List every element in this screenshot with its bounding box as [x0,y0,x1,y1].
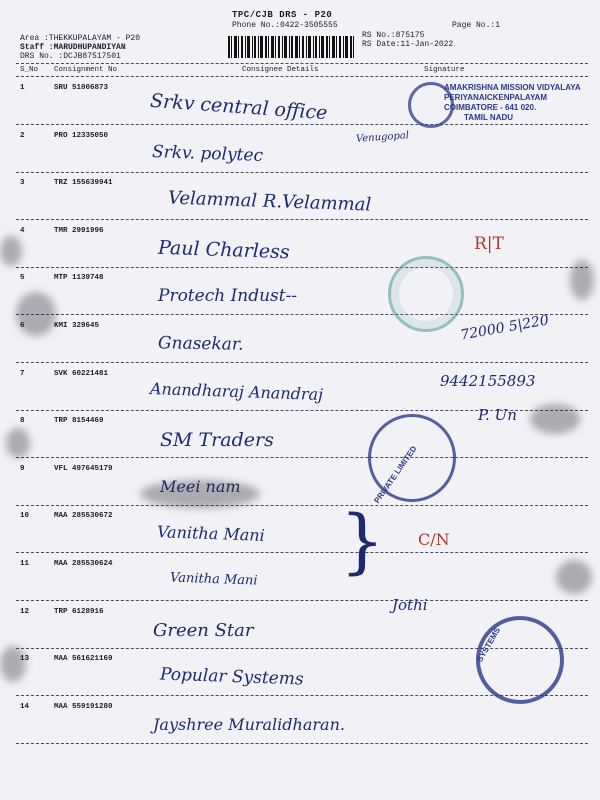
row-sno: 11 [20,560,30,568]
phone-annotation-row-7: 9442155893 [440,372,536,390]
smudge [0,646,26,682]
row-sno: 2 [20,131,25,140]
row-consignee-handwritten: Popular Systems [159,664,304,690]
row-consignee-handwritten: Anandharaj Anandraj [149,378,324,404]
row-consignee-handwritten: SM Traders [160,429,274,452]
systems-circle-stamp [476,616,564,704]
teal-circle-stamp [388,256,464,332]
row-divider [16,124,588,125]
row-divider [16,362,588,363]
row-consignee-handwritten: Paul Charless [157,236,290,264]
sheet-header [232,10,338,30]
row-sno: 9 [20,464,25,473]
smudge [16,292,56,336]
row-consignment-no: MAA 559191280 [54,702,113,711]
signature-row-8: P. Un [478,406,517,424]
smudge [570,260,594,300]
mission-stamp-text: AMAKRISHNA MISSION VIDYALAYA PERIYANAICKENPALAYAM COIMBATORE - 641 020. TAMIL NADU [444,83,581,122]
rj-annotation: R|T [474,234,504,254]
row-consignee-handwritten: Srkv central office [149,89,329,125]
row-divider [16,600,588,601]
row-divider [16,505,588,506]
row-divider [16,457,588,458]
column-header-signature: Signature [424,66,465,74]
row-divider [16,314,588,315]
row-divider [16,219,588,220]
header-divider-top [16,63,588,64]
row-consignment-no: MAA 285530672 [54,512,113,521]
row-consignee-handwritten: Vanitha Mani [156,522,266,546]
row-consignee-handwritten: Meei nam [160,476,241,496]
row-sno: 8 [20,417,25,426]
systems-stamp-text: SYSTEMS [475,625,503,664]
smudge [530,404,580,434]
rs-number-field: RS No.:875175 [362,31,425,40]
header-divider-bottom [16,76,588,77]
row-divider [16,743,588,744]
row-consignee-handwritten: Protech Indust-- [158,286,298,307]
row-sno: 14 [20,702,30,711]
smudge [556,560,592,594]
row-consignment-no: TRP 6128916 [54,607,104,616]
column-header-consignee: Consignee Details [242,66,319,74]
row-consignment-no: MAA 285530624 [54,560,113,568]
row-consignment-no: MAA 561621169 [54,655,113,664]
column-header-consignment: Consignment No [54,66,118,74]
company-stamp-text: PRIVATE LIMITED [372,444,419,506]
row-consignment-no: TMR 2991996 [54,226,104,235]
smudge [6,428,30,458]
row-consignment-no: PRO 12335050 [54,131,109,140]
row-divider [16,552,588,553]
row-consignee-handwritten: Jayshree Muralidharan. [153,714,345,734]
signature-row-2: Venugopal [355,130,410,145]
row-consignment-no: TRP 8154469 [54,417,104,426]
barcode [228,36,354,58]
row-divider [16,172,588,173]
row-consignment-no: SRU 51006873 [54,84,109,92]
brace-mark: } [340,500,385,582]
row-sno: 13 [20,655,30,664]
row-sno: 3 [20,179,25,188]
area-field: Area :THEKKUPALAYAM - P20 [20,34,141,43]
row-consignee-handwritten: Gnasekar. [157,333,244,355]
row-sno: 5 [20,274,25,283]
row-consignment-no: VFL 497645179 [54,464,113,473]
row-sno: 7 [20,369,25,378]
cn-annotation: C/N [418,530,450,549]
row-consignment-no: KMI 329645 [54,322,100,330]
row-consignment-no: MTP 1139748 [54,274,104,283]
row-consignment-no: SVK 60221481 [54,369,109,378]
column-header-sno: S_No [20,66,39,74]
sheet-title: TPC/CJB DRS - P20 [232,10,333,20]
drs-number-field: DRS No. :DCJB87517501 [20,52,121,61]
phone-number: Phone No.:0422-3505555 [232,21,338,30]
row-sno: 1 [20,84,25,92]
row-consignee-handwritten: Srkv. polytec [151,141,264,166]
staff-field: Staff :MARUDHUPANDIYAN [20,43,126,52]
row-consignee-handwritten: Green Star [153,619,254,641]
sheet-meta-left [20,34,140,61]
smudge [0,236,22,266]
row-sno: 12 [20,607,30,616]
rs-date-field: RS Date:11-Jan-2022 [362,40,454,49]
signature-row-12: Jothi [392,596,428,614]
row-consignee-handwritten: Vanitha Mani [169,570,258,589]
row-sno: 6 [20,322,25,330]
row-sno: 4 [20,226,25,235]
sheet-meta-right [362,31,453,49]
row-consignee-handwritten: Velammal R.Velammal [167,187,372,216]
page-number: Page No.:1 [452,21,501,30]
row-sno: 10 [20,512,30,521]
number-annotation-row-6: 72000 5|220 [459,312,551,344]
row-consignment-no: TRZ 155639941 [54,179,113,188]
smudge [140,480,260,508]
row-divider [16,267,588,268]
